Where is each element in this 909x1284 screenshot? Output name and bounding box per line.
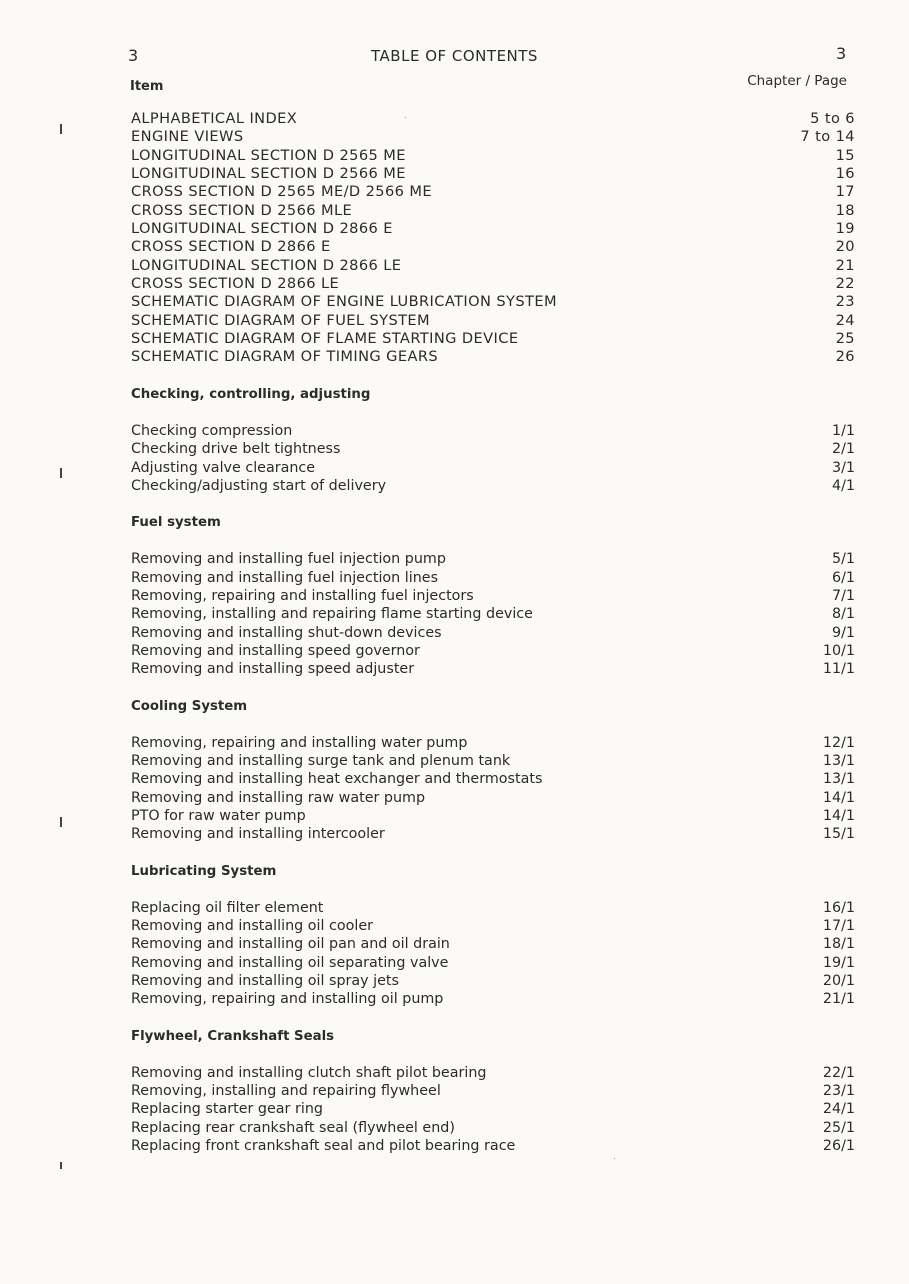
toc-entry-page: 13/1 xyxy=(822,752,855,769)
toc-entry-title: Removing and installing speed adjuster xyxy=(131,661,415,678)
toc-entry xyxy=(131,624,855,642)
toc-entry-page: 16 xyxy=(835,165,855,183)
toc-entry-title: Removing and installing clutch shaft pilot bearing xyxy=(131,1064,487,1081)
toc-entry-title: Removing, repairing and installing fuel injectors xyxy=(131,587,474,604)
toc-entry-title: Replacing oil filter element xyxy=(131,899,324,916)
toc-entry-page: 5/1 xyxy=(831,551,855,568)
toc-entry xyxy=(131,440,855,458)
page-number-left: 3 xyxy=(128,46,139,65)
toc-entry-page: 23 xyxy=(835,293,855,311)
toc-entry-title: Removing and installing shut-down devices xyxy=(131,624,442,641)
toc-entry-page: 5 to 6 xyxy=(810,110,855,127)
column-header-chapter-page: Chapter / Page xyxy=(747,73,847,89)
toc-entry xyxy=(131,660,855,678)
toc-entry-page: 17/1 xyxy=(822,918,855,934)
binding-mark xyxy=(60,1162,62,1169)
toc-entry xyxy=(131,954,855,972)
toc-entry-title: LONGITUDINAL SECTION D 2565 ME xyxy=(131,146,406,164)
toc-entry xyxy=(131,459,855,477)
toc-entry-title: Removing and installing oil separating valve xyxy=(131,954,449,971)
toc-entry xyxy=(131,348,855,366)
toc-entry-page: 21/1 xyxy=(822,991,855,1008)
toc-entry-page: 14/1 xyxy=(822,789,855,806)
toc-entry xyxy=(131,1082,855,1100)
toc-entry-title: Replacing rear crankshaft seal (flywheel end) xyxy=(131,1119,455,1136)
column-header-item: Item xyxy=(130,79,164,94)
toc-entry-title: Checking/adjusting start of delivery xyxy=(131,477,387,494)
toc-entry-page: 24 xyxy=(835,311,855,329)
toc-entry-page: 17 xyxy=(835,183,855,201)
toc-entry-title: Replacing starter gear ring xyxy=(131,1101,323,1118)
toc-entry-title: Removing, installing and repairing flywheel xyxy=(131,1083,441,1100)
toc-entry-title: Removing and installing surge tank and plenum tank xyxy=(131,752,511,769)
toc-entry xyxy=(131,128,855,146)
toc-entry-title: CROSS SECTION D 2565 ME/D 2566 ME xyxy=(131,183,432,201)
toc-entry-page: 7 to 14 xyxy=(800,128,855,146)
toc-entry-page: 15 xyxy=(835,146,855,164)
toc-entry-page: 3/1 xyxy=(831,459,855,476)
toc-entry-title: Replacing front crankshaft seal and pilot bearing race xyxy=(131,1138,516,1155)
toc-entry-page: 26 xyxy=(835,348,855,366)
toc-entry-page: 4/1 xyxy=(831,477,855,494)
toc-entry-page: 15/1 xyxy=(822,826,855,843)
toc-entry-title: SCHEMATIC DIAGRAM OF TIMING GEARS xyxy=(131,348,439,366)
toc-entry xyxy=(131,422,855,440)
section-heading: Flywheel, Crankshaft Seals xyxy=(131,1028,335,1044)
toc-entry-title: Removing, repairing and installing oil pump xyxy=(131,991,444,1008)
toc-entry xyxy=(131,569,855,587)
toc-entry xyxy=(131,202,855,220)
toc-entry xyxy=(131,330,855,348)
toc-entry xyxy=(131,917,855,935)
toc-entry-title: LONGITUDINAL SECTION D 2866 E xyxy=(131,220,393,238)
toc-entry-page: 20 xyxy=(835,238,855,256)
toc-entry xyxy=(131,789,855,807)
toc-entry-title: SCHEMATIC DIAGRAM OF ENGINE LUBRICATION SYSTEM xyxy=(131,293,557,311)
toc-entry-title: Removing and installing intercooler xyxy=(131,826,385,843)
toc-entry xyxy=(131,734,855,752)
toc-entry-title: CROSS SECTION D 2866 LE xyxy=(131,275,340,293)
binding-mark xyxy=(60,468,62,478)
toc-entry xyxy=(131,183,855,201)
scan-speck xyxy=(405,117,406,118)
toc-entry xyxy=(131,642,855,660)
toc-entry xyxy=(131,110,855,128)
toc-entry-page: 2/1 xyxy=(831,441,855,458)
toc-entry xyxy=(131,477,855,495)
toc-entry-title: Checking drive belt tightness xyxy=(131,441,341,458)
page-number-right: 3 xyxy=(836,44,847,63)
toc-entry xyxy=(131,550,855,568)
toc-entry xyxy=(131,275,855,293)
section-heading: Lubricating System xyxy=(131,863,277,879)
section-heading: Checking, controlling, adjusting xyxy=(131,386,371,402)
toc-entry-page: 26/1 xyxy=(822,1138,855,1155)
toc-entry-page: 18 xyxy=(835,201,855,219)
toc-entry-page: 10/1 xyxy=(822,642,855,659)
toc-entry-title: Removing and installing oil cooler xyxy=(131,918,373,934)
toc-entry xyxy=(131,1119,855,1137)
scan-speck xyxy=(614,1158,615,1159)
toc-entry-page: 22 xyxy=(835,275,855,293)
toc-entry-title: Removing and installing fuel injection pump xyxy=(131,551,446,568)
toc-entry xyxy=(131,1100,855,1118)
toc-entry-title: Removing and installing oil pan and oil drain xyxy=(131,936,450,953)
toc-entry xyxy=(131,220,855,238)
toc-entry xyxy=(131,972,855,990)
toc-entry-page: 8/1 xyxy=(831,606,855,623)
toc-entry xyxy=(131,770,855,788)
toc-entry xyxy=(131,587,855,605)
toc-entry-page: 11/1 xyxy=(822,661,855,678)
toc-entry-page: 23/1 xyxy=(822,1083,855,1100)
toc-entry-page: 6/1 xyxy=(831,569,855,586)
page-title: TABLE OF CONTENTS xyxy=(371,47,538,65)
section-heading: Cooling System xyxy=(131,698,248,714)
toc-entry xyxy=(131,935,855,953)
toc-entry-title: PTO for raw water pump xyxy=(131,807,306,824)
toc-entry-page: 25 xyxy=(835,330,855,348)
toc-entry-title: CROSS SECTION D 2566 MLE xyxy=(131,201,353,219)
toc-entry-title: Removing and installing fuel injection lines xyxy=(131,569,439,586)
section-heading: Fuel system xyxy=(131,515,221,531)
toc-entry xyxy=(131,807,855,825)
toc-entry xyxy=(131,293,855,311)
toc-entry-title: SCHEMATIC DIAGRAM OF FLAME STARTING DEVICE xyxy=(131,330,519,348)
toc-entry-page: 22/1 xyxy=(822,1064,855,1081)
toc-entry-title: Removing and installing heat exchanger and thermostats xyxy=(131,771,543,788)
toc-entry-title: CROSS SECTION D 2866 E xyxy=(131,238,331,256)
toc-entry-page: 21 xyxy=(835,256,855,274)
toc-entry-page: 1/1 xyxy=(831,422,855,439)
binding-mark xyxy=(60,124,62,134)
toc-entry-title: Checking compression xyxy=(131,422,293,439)
toc-entry xyxy=(131,752,855,770)
toc-entry-title: LONGITUDINAL SECTION D 2866 LE xyxy=(131,256,402,274)
toc-entry xyxy=(131,312,855,330)
toc-entry-page: 14/1 xyxy=(822,807,855,824)
toc-entry-page: 19 xyxy=(835,220,855,238)
toc-entry xyxy=(131,899,855,917)
toc-entry-page: 9/1 xyxy=(831,624,855,641)
toc-entry-page: 20/1 xyxy=(822,973,855,990)
toc-entry-title: Removing and installing oil spray jets xyxy=(131,973,399,990)
toc-entry-page: 12/1 xyxy=(822,734,855,751)
toc-entry-title: LONGITUDINAL SECTION D 2566 ME xyxy=(131,165,406,183)
toc-entry xyxy=(131,1064,855,1082)
toc-entry-title: SCHEMATIC DIAGRAM OF FUEL SYSTEM xyxy=(131,311,431,329)
toc-entry xyxy=(131,605,855,623)
toc-entry-page: 19/1 xyxy=(822,954,855,971)
toc-entry xyxy=(131,990,855,1008)
toc-entry-title: Removing and installing raw water pump xyxy=(131,789,426,806)
binding-mark xyxy=(60,817,62,827)
toc-entry-title: Removing, installing and repairing flame starting device xyxy=(131,606,533,623)
toc-entry xyxy=(131,825,855,843)
toc-entry xyxy=(131,257,855,275)
toc-entry-page: 25/1 xyxy=(822,1119,855,1136)
toc-entry-title: ENGINE VIEWS xyxy=(131,128,244,146)
table-of-contents xyxy=(131,110,855,1155)
toc-entry-title: Removing and installing speed governor xyxy=(131,642,420,659)
toc-entry xyxy=(131,147,855,165)
toc-entry-page: 7/1 xyxy=(831,587,855,604)
toc-entry-title: Adjusting valve clearance xyxy=(131,459,316,476)
toc-entry-page: 18/1 xyxy=(822,936,855,953)
toc-entry-page: 13/1 xyxy=(822,771,855,788)
toc-entry-title: Removing, repairing and installing water pump xyxy=(131,734,468,751)
toc-entry xyxy=(131,1137,855,1155)
toc-entry-page: 24/1 xyxy=(822,1101,855,1118)
toc-entry xyxy=(131,165,855,183)
toc-entry xyxy=(131,238,855,256)
toc-entry-page: 16/1 xyxy=(822,899,855,916)
toc-entry-title: ALPHABETICAL INDEX xyxy=(131,110,298,127)
